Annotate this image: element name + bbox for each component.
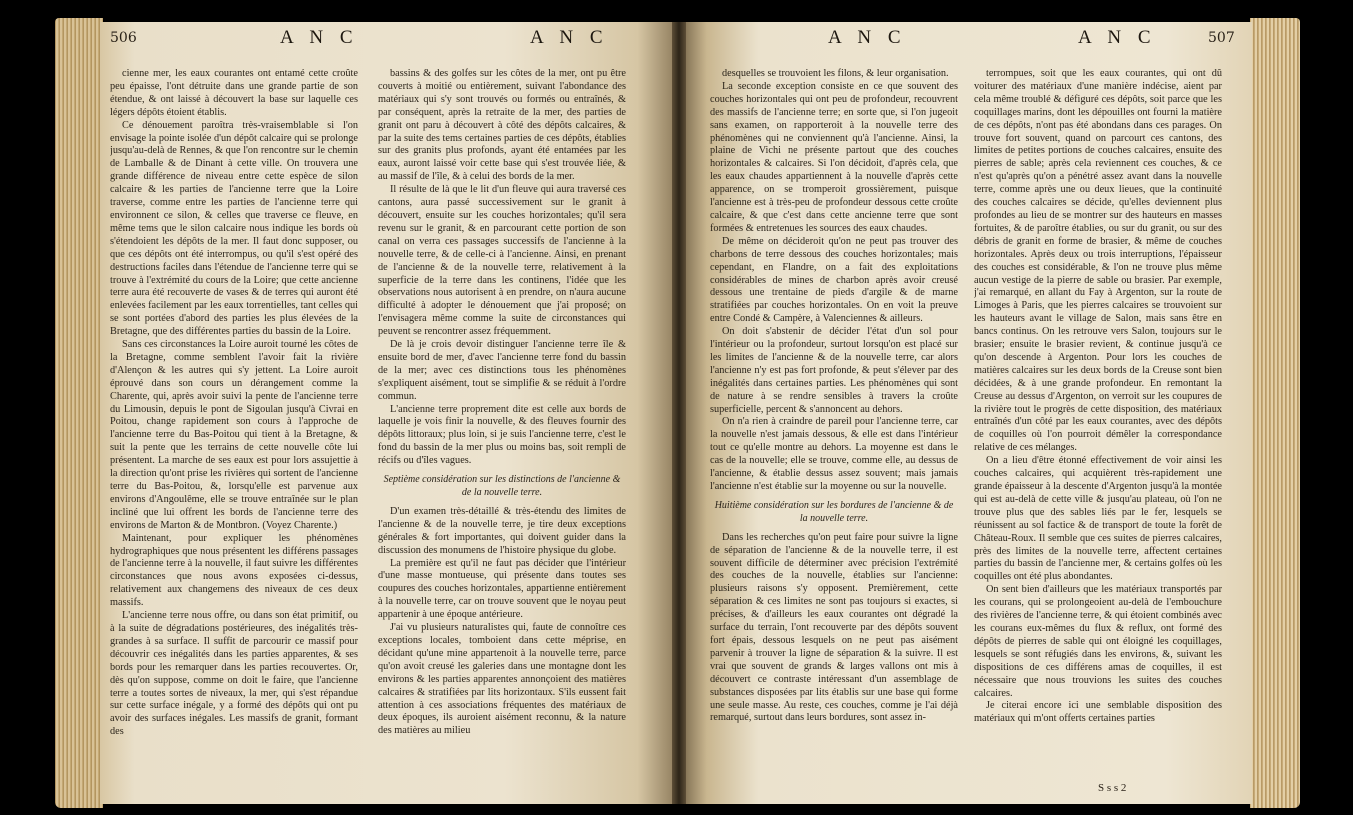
paragraph: Dans les recherches qu'on peut faire pour suivre la ligne de séparation de l'ancienne & de la nouvelle terre, il est souvent difficile de déterminer avec précision l'extrémité des couches de la nouvelle, établies sur l'ancienne: plusieurs raisons s'y opposent. Premièrement, cette séparation & ces limites ne sont pas toujours si exactes, si précises, & d'ailleurs les eaux courantes ont dégradé la surface du terrain, l'ont recouverte par des dépôts souvent fort épais, dessous lesquels on ne peut pas aisément parvenir à trouver la ligne de séparation & la suivre. Il est vrai que souvent de grands & larges vallons ont mis à découvert ce contraste intéressant d'un assemblage de substances disposées par lits établis sur une base qui forme une seule masse. Au reste, ces couches, comme je l'ai déjà remarqué, surtout dans leurs bordures, sont assez in- xyxy=(710,531,958,724)
right-page xyxy=(678,22,1252,804)
paragraph: L'ancienne terre proprement dite est celle aux bords de laquelle je vois finir la nouvelle, & des fleuves fournir des dépôts littoraux; plus loin, si je suis l'ancienne terre, c'est le fond du bassin de la mer plus ou moins bas, soit rempli de récifs ou d'îles vagues. xyxy=(378,403,626,467)
section-heading: Septième considération sur les distinctions de l'ancienne & de la nouvelle terre. xyxy=(383,474,621,498)
book-gutter xyxy=(672,22,686,804)
running-head: A N C xyxy=(828,27,907,48)
paragraph: On a lieu d'être étonné effectivement de voir ainsi les couches calcaires, qui acquièrent très-rapidement une grande épaisseur à la descente d'Argenton jusqu'à la montée qui est au-delà de cette ville & jusqu'au plateau, où l'on ne trouve plus que des sables liés par le fer, lesquels se réunissent au sol factice & de transport de toute la forêt de Château-Roux. Il semble que ces suites de pierres calcaires, près des limites de la nouvelle terre, affectent certaines parties du bassin de l'ancienne mer, & certains golfes où les coquilles ont été plus abondantes. xyxy=(974,455,1222,583)
paragraph: terrompues, soit que les eaux courantes, qui ont dû voiturer des matériaux d'une manière indécise, aient par cela même troublé & défiguré ces dépôts, soit parce que les coquillages marins, dont les dépouilles ont fourni la matière de ces dépôts, n'ont pas été abondans dans ces parages. On trouve fort souvent, quand on parcourt ces cantons, des limites de petites portions de couches calcaires, ensuite des pierres de sable; après cela reviennent ces couches, & ce n'est qu'après qu'on a pénétré assez avant dans la nouvelle terre, comme après une ou deux lieues, que la continuité des couches calcaires se décide, qu'elles deviennent plus profondes au lieu de se montrer sur des hauteurs en masses fortuites, & de paroître établies, ou sur du granit, ou sur des débris de granit en forme de brasier, & même de couches horizontales. Après deux ou trois interruptions, l'épaisseur des couches est considérable, & l'on ne trouve plus même aucun vestige de la pierre de sable ou brasier. Par exemple, j'ai remarqué, en allant du Fay à Argenton, sur la route de Limoges à Paris, que les pierres calcaires se trouvoient sur les hauteurs avant le village de Salon, mais sans être en bancs continus. On les retrouve vers Salon, toujours sur le brasier; ensuite le brasier revient, & continue jusqu'à ce qu'on descende à Argenton. Pour lors les couches de matières calcaires sur les deux bords de la Creuse sont bien décidées, & à une grande profondeur. En remontant la Creuse au dessus d'Argenton, on verroit sur les coupures de la rivière tout le progrès de cette disposition, des matériaux entraînés d'un côté par les eaux courantes, avec des dépôts de coquilles où l'on pourroit démêler la correspondance relative de ces mélanges. xyxy=(974,68,1222,454)
signature-mark: S s s 2 xyxy=(1098,782,1127,794)
paragraph: De là je crois devoir distinguer l'ancienne terre île & ensuite bord de mer, d'avec l'ancienne terre fond du bassin de la mer; avec ces distinctions tous les phénomènes s'expliquent aisément, tout se simplifie & se réduit à l'ordre commun. xyxy=(378,339,626,402)
paragraph: On doit s'abstenir de décider l'état d'un sol pour l'intérieur ou la profondeur, surtout lorsqu'on est placé sur les limites de l'ancienne & de la nouvelle terre, car alors l'ancienne n'y est pas fort profonde, & peut s'élever par des inégalités dans certaines parties. Les phénomènes qui sont de nature à se rendre sensibles à travers la croûte superficielle, percent & s'annoncent au dehors. xyxy=(710,326,958,415)
text-column-1 xyxy=(110,68,358,788)
paragraph: De même on décideroit qu'on ne peut pas trouver des charbons de terre dessous des couches horizontales; mais cependant, en Flandre, on a fait des exploitations considérables de mines de charbon après avoir creusé dessous une trentaine de pieds d'argile & de marne stratifiées par couches horizontales. On en voit la preuve entre Condé & Campère, à Valenciennes & ailleurs. xyxy=(710,235,958,325)
section-heading: Huitième considération sur les bordures de l'ancienne & de la nouvelle terre. xyxy=(714,499,954,524)
paragraph: desquelles se trouvoient les filons, & leur organisation. xyxy=(722,68,949,79)
paragraph: J'ai vu plusieurs naturalistes qui, faute de connoître ces exceptions locales, tomboient dans cette méprise, en décidant qu'une mine appartenoit à la nouvelle terre, parce qu'on avoit creusé les galeries dans une montagne dont les environs & les parties apparentes annonçoient des matières calcaires & stratifiées par lits horizontaux. S'ils eussent fait attention à ces associations fréquentes des matériaux de deux époques, ils auroient aisément reconnu, & la nature des matières au milieu xyxy=(378,622,626,737)
page-number: 506 xyxy=(110,30,137,46)
paragraph: cienne mer, les eaux courantes ont entamé cette croûte peu épaisse, l'ont détruite dans une grande partie de son étendue, & ont laissé à découvert la base sur laquelle ces légers dépôts étoient établis. xyxy=(110,68,358,118)
running-head: A N C xyxy=(1078,27,1157,48)
paragraph: Ce dénouement paroîtra très-vraisemblable si l'on envisage la pointe isolée d'un dépôt calcaire qui se prolonge jusqu'au-delà de Rennes, & que l'on rencontre sur le chemin de Lamballe & de Dinant à cette ville. On trouvera une grande différence de niveau entre cette espèce de silon calcaire & les parties de l'ancienne terre que la Loire traverse, comme entre les parties de l'ancienne terre qui environnent ce silon, & celles que traverse ce fleuve, en même tems que le silon calcaire nous indique les bords où s'étendoient les dépôts de la mer. Il faut donc supposer, ou que ces dépôts ont été interrompus, ou qu'il s'est opéré des destructions faciles dans l'étendue de l'ancienne terre qui se trouve à l'extrémité du cours de la Loire; que cette ancienne terre aura été recouverte de vases & de terres qui auront été enlevées facilement par les eaux torrentielles, tant celles qui se sont portées d'abord des parties les plus élevées de la Bretagne, que des différentes parties du bassin de la Loire. xyxy=(110,119,358,338)
text-column-1 xyxy=(710,68,958,788)
paragraph: Sans ces circonstances la Loire auroit tourné les côtes de la Bretagne, comme semblent l'avoir fait la rivière d'Alençon & les autres qui s'y jettent. La Loire auroit éprouvé dans son cours un dérangement comme la Charente, qui, après avoir suivi la pente de l'ancienne terre du Limousin, depuis le pont de Sigoulan jusqu'à Civrai en Poitou, change rapidement son cours à l'approche de l'ancienne terre du Bas-Poitou qui tient à la Bretagne, & suit la pente que les terrains de cette nouvelle côte lui présentent. La marche de ses eaux est pour lors assujettie à la direction qu'ont prise les rivières qui sortent de l'ancienne terre du Bas-Poitou, &, lorsqu'elle est parvenue aux environs d'Angoulême, elle se trouve entraînée sur le plan incliné que lui offrent les bords de l'ancienne terre des environs de Marton & de Montbron. (Voyez Charente.) xyxy=(110,339,358,531)
paragraph: On sent bien d'ailleurs que les matériaux transportés par les courans, qui se prolongeoient au-delà de l'embouchure des rivières de l'ancienne terre, & qui étoient combinés avec les courans eux-mêmes du flux & reflux, ont formé des dépôts de pierres de sable qui ont éloigné les coquillages, lesquels se sont réfugiés dans les environs, &, suivant les dispositions de ces différens amas de coquilles, il est nécessaire que nous trouvions les suites des couches calcaires. xyxy=(974,584,1222,699)
page-number: 507 xyxy=(1208,30,1235,46)
paragraph: La seconde exception consiste en ce que souvent des couches horizontales qui ont peu de profondeur, recouvrent des massifs de l'ancienne terre; en sorte que, si l'on jugeoit sans examen, on rapporteroit à la nouvelle terre des phénomènes qui ne conviennent qu'à l'ancienne. Ainsi, la plaine de Vichi ne présente partout que des couches horizontales & calcaires. Si l'on décidoit, d'après cela, que les eaux chaudes appartiennent à la nouvelle d'après cette apparence, on se tromperoit grossièrement, puisque l'ancienne est à très-peu de profondeur dessous cette croûte calcaire, & que c'est dans cette ancienne terre que sont formées & entretenues les sources des eaux chaudes. xyxy=(710,80,958,234)
text-column-2 xyxy=(378,68,626,788)
paragraph: Je citerai encore ici une semblable disposition des matériaux qui m'ont offerts certaines parties xyxy=(974,700,1222,725)
paragraph: On n'a rien à craindre de pareil pour l'ancienne terre, car la nouvelle n'est jamais dessous, & elle est dans l'intérieur tout ce qu'elle montre au dehors. La moyenne est dans le cas de la nouvelle; elle se trouve, comme elle, au dessus de l'ancienne, & établie dessus assez souvent; mais jamais l'ancienne n'est établie sur la moyenne ou sur la nouvelle. xyxy=(710,416,958,492)
page-edges-left xyxy=(55,18,103,808)
running-head: A N C xyxy=(530,27,609,48)
page-edges-right xyxy=(1250,18,1300,808)
left-page xyxy=(100,22,678,804)
paragraph: Maintenant, pour expliquer les phénomènes hydrographiques que nous présentent les différens passages de l'ancienne terre à la nouvelle, il faut suivre les différentes circonstances que nous avons exposées ci-dessus, relativement aux changemens des niveaux de ces deux massifs. xyxy=(110,532,358,609)
paragraph: bassins & des golfes sur les côtes de la mer, ont pu être couverts à moitié ou entièrement, suivant l'abondance des matériaux qui s'y sont trouvés ou formés ou entraînés, & par conséquent, après la retraite de la mer, des parties de granit ont paru à découvert à côté des dépôts calcaires, & par la suite des tems certaines parties de ces dépôts, établies sur des granits plus profonds, ayant été entamées par les eaux, auront laissé voir cette base qui s'est trouvée liée, & au massif de l'île, & à celui des bords de la mer. xyxy=(378,68,626,183)
running-head: A N C xyxy=(280,27,359,48)
paragraph: D'un examen très-détaillé & très-étendu des limites de l'ancienne & de la nouvelle terre, je tire deux exceptions générales & fort importantes, qui doivent guider dans la discussion des monumens de l'histoire physique du globe. xyxy=(378,505,626,556)
paragraph: Il résulte de là que le lit d'un fleuve qui aura traversé ces cantons, aura passé successivement sur le granit à découvert, ensuite sur les couches horizontales; qu'il sera revenu sur le granit, & en parcourant cette portion de son canal on verra ces passages successifs de l'ancienne à la nouvelle terre, & de celle-ci à l'ancienne. Ainsi, en prenant de l'ancienne & de la nouvelle terre, relativement à la superficie de la terre dans les continens, l'idée que les observations nous autorisent à en prendre, on n'aura aucune difficulté à adopter le dénouement que j'ai proposé; on l'envisagera même comme la suite de circonstances qui peuvent se rencontrer assez fréquemment. xyxy=(378,184,626,338)
text-column-2 xyxy=(974,68,1222,788)
paragraph: La première est qu'il ne faut pas décider que l'intérieur d'une masse montueuse, qui présente dans toutes ses coupures des couches horizontales, appartienne entièrement à la nouvelle terre, car on trouve souvent que le noyau peut appartenir à une époque antérieure. xyxy=(378,557,626,621)
paragraph: L'ancienne terre nous offre, ou dans son état primitif, ou à la suite de dégradations postérieures, des inégalités très-grandes à sa surface. Il suffit de parcourir ce massif pour découvrir ces inégalités dans les parties apparentes, & ses bords pour les remarquer dans les parties recouvertes. Or, dès qu'on suppose, comme on doit le faire, que l'ancienne terre a toutes sortes de niveaux, la mer, qui s'est répandue sur cette surface inégale, y a formé des dépôts qui ont pu avoir des surfaces inégales. Les massifs de granit, formant des xyxy=(110,610,358,738)
